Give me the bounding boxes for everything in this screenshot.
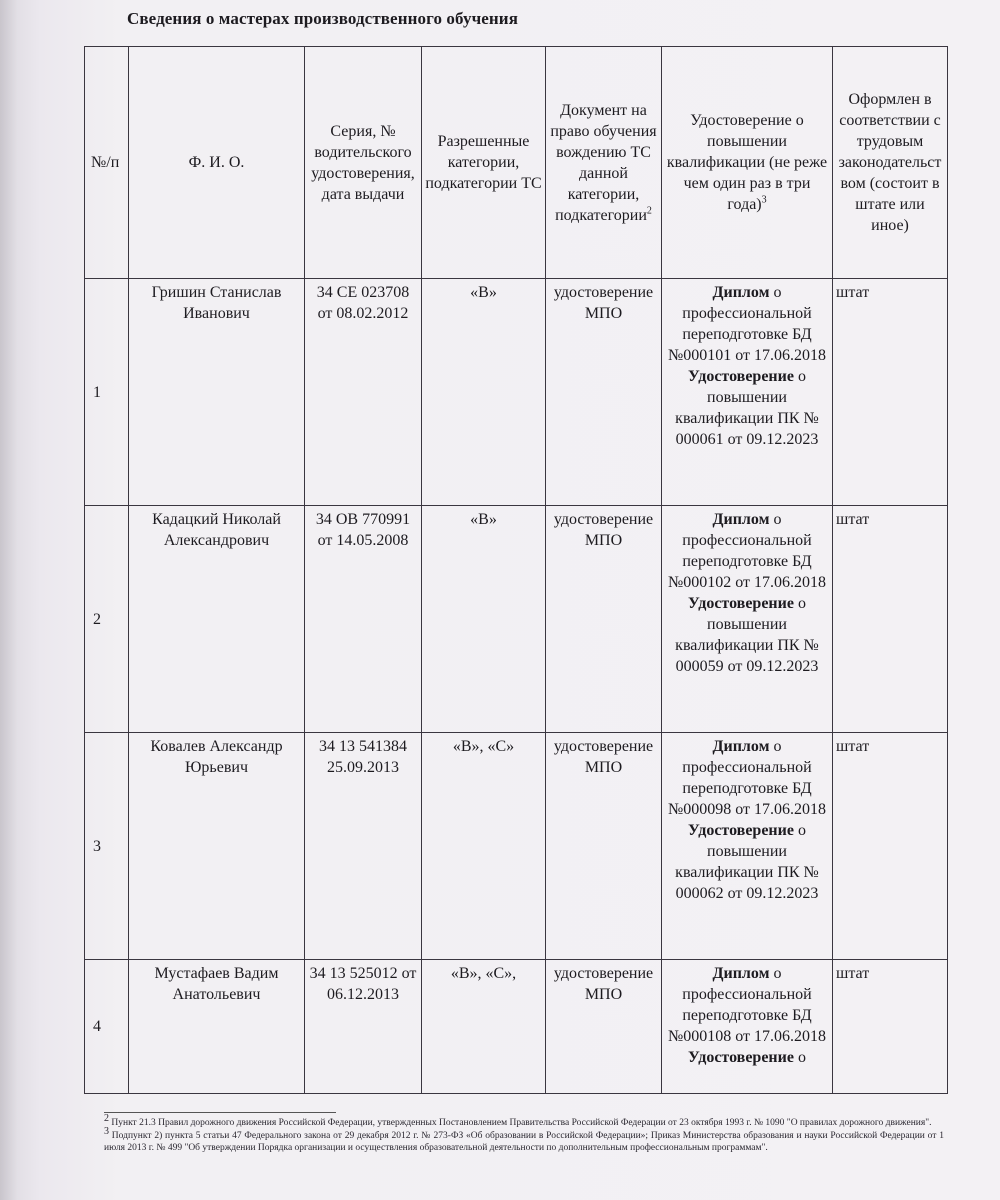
row-num: 1 bbox=[85, 279, 129, 506]
row-num: 2 bbox=[85, 506, 129, 733]
footnote-ref-2: 2 bbox=[646, 205, 652, 217]
row-employment: штат bbox=[833, 960, 948, 1094]
row-fio: Кадацкий Николай Александрович bbox=[129, 506, 305, 733]
row-fio: Ковалев Александр Юрьевич bbox=[129, 733, 305, 960]
row-license: 34 ОВ 770991 от 14.05.2008 bbox=[305, 506, 422, 733]
header-document-text: Документ на право обучения вождению ТС данной категории, подкатегории bbox=[550, 101, 657, 224]
certificate-text: о повышении квалификации ПК № 000061 от 09.12.2023 bbox=[675, 368, 819, 448]
certificate-text: о повышении квалификации ПК № 000059 от 09.12.2023 bbox=[675, 595, 819, 675]
table-row bbox=[85, 733, 948, 960]
certificate-text: о повышении квалификации ПК № 000062 от 09.12.2023 bbox=[675, 822, 819, 902]
row-employment: штат bbox=[833, 733, 948, 960]
row-license: 34 13 525012 от 06.12.2013 bbox=[305, 960, 422, 1094]
certificate-label: Удостоверение bbox=[688, 595, 794, 612]
row-employment: штат bbox=[833, 506, 948, 733]
diploma-text: о профессиональной переподготовке БД №000108 от 17.06.2018 bbox=[667, 965, 827, 1045]
diploma-text: о профессиональной переподготовке БД №000102 от 17.06.2018 bbox=[667, 511, 827, 591]
row-employment: штат bbox=[833, 279, 948, 506]
row-license: 34 СЕ 023708 от 08.02.2012 bbox=[305, 279, 422, 506]
row-qualification bbox=[662, 733, 833, 960]
table-row bbox=[85, 279, 948, 506]
row-num: 4 bbox=[85, 960, 129, 1094]
page-fold-shadow bbox=[0, 0, 18, 1200]
row-document: удостоверение МПО bbox=[546, 960, 662, 1094]
footnote-2 bbox=[104, 1112, 944, 1129]
footnote-ref-3: 3 bbox=[761, 194, 767, 206]
header-document bbox=[546, 47, 662, 279]
footnote-3-text: Подпункт 2) пункта 5 статьи 47 Федерального закона от 29 декабря 2012 г. № 273-ФЗ «Об образовании в Российской Федерации»; Приказ Министерства образования и науки Российской Федерации от 1 июля 2013 г. № 499 "Об утверждении Порядка организации и осуществления образовательной деятельности по дополнительным профессиональным программам". bbox=[104, 1131, 944, 1153]
header-employment: Оформлен в соответствии с трудовым законодательством (состоит в штате или иное) bbox=[833, 47, 948, 279]
header-num: №/п bbox=[85, 47, 129, 279]
certificate-label: Удостоверение bbox=[688, 1049, 794, 1066]
certificate-label: Удостоверение bbox=[688, 368, 794, 385]
footnote-2-mark: 2 bbox=[104, 1112, 109, 1124]
table-row bbox=[85, 506, 948, 733]
row-qualification bbox=[662, 960, 833, 1094]
row-categories: «В», «С» bbox=[422, 733, 546, 960]
footnote-2-text: Пункт 21.3 Правил дорожного движения Российской Федерации, утвержденных Постановлением Правительства Российской Федерации от 23 октября 1993 г. № 1090 "О правилах дорожного движения". bbox=[111, 1118, 932, 1128]
header-qualification-text: Удостоверение о повышении квалификации (не реже чем один раз в три года) bbox=[666, 112, 828, 213]
row-fio: Мустафаев Вадим Анатольевич bbox=[129, 960, 305, 1094]
row-categories: «В» bbox=[422, 279, 546, 506]
diploma-label: Диплом bbox=[712, 738, 770, 755]
diploma-text: о профессиональной переподготовке БД №000098 от 17.06.2018 bbox=[667, 738, 827, 818]
row-qualification bbox=[662, 506, 833, 733]
header-license: Серия, № водительского удостоверения, дата выдачи bbox=[305, 47, 422, 279]
footnote-divider bbox=[104, 1112, 336, 1113]
certificate-label: Удостоверение bbox=[688, 822, 794, 839]
row-license: 34 13 541384 25.09.2013 bbox=[305, 733, 422, 960]
header-qualification bbox=[662, 47, 833, 279]
row-document: удостоверение МПО bbox=[546, 733, 662, 960]
header-categories: Разрешенные категории, подкатегории ТС bbox=[422, 47, 546, 279]
row-categories: «В» bbox=[422, 506, 546, 733]
footnotes bbox=[104, 1112, 944, 1155]
table-row bbox=[85, 960, 948, 1094]
row-document: удостоверение МПО bbox=[546, 506, 662, 733]
footnote-3-mark: 3 bbox=[104, 1125, 109, 1137]
row-fio: Гришин Станислав Иванович bbox=[129, 279, 305, 506]
diploma-text: о профессиональной переподготовке БД №000101 от 17.06.2018 bbox=[667, 284, 827, 364]
row-categories: «В», «С», bbox=[422, 960, 546, 1094]
instructors-table bbox=[84, 46, 948, 1094]
diploma-label: Диплом bbox=[712, 511, 770, 528]
document-title: Сведения о мастерах производственного обучения bbox=[127, 9, 519, 28]
row-num: 3 bbox=[85, 733, 129, 960]
certificate-text: о bbox=[793, 1049, 806, 1066]
table-header-row bbox=[85, 47, 948, 279]
row-qualification bbox=[662, 279, 833, 506]
diploma-label: Диплом bbox=[712, 965, 770, 982]
footnote-3 bbox=[104, 1125, 944, 1154]
row-document: удостоверение МПО bbox=[546, 279, 662, 506]
diploma-label: Диплом bbox=[712, 284, 770, 301]
header-fio: Ф. И. О. bbox=[129, 47, 305, 279]
